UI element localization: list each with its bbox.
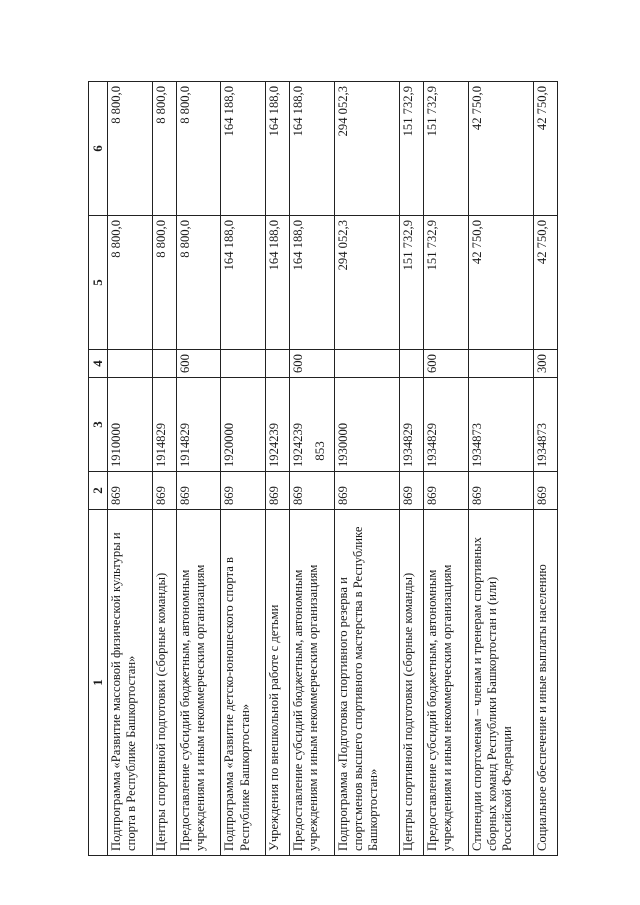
row-name-cell: Подпрограмма «Развитие детско-юношеского спорта в Республике Башкортостан» [221,510,266,856]
amount-cell: 8 800,0 [176,82,221,216]
target-code-cell: 1910000 [108,378,153,472]
expense-kind-cell: 600 [290,350,335,378]
target-code-cell: 1934829 [399,378,423,472]
amount-cell: 294 052,3 [334,216,399,350]
budget-table [88,81,558,856]
ministry-code-cell: 869 [176,472,221,510]
row-name-cell: Стипендии спортсменам – членам и тренерам спортивных сборных команд Республики Башкортостан и (или) Российской Федерации [468,510,533,856]
expense-kind-cell [108,350,153,378]
amount-cell: 151 732,9 [399,216,423,350]
amount-cell: 164 188,0 [221,82,266,216]
row-name-cell: Предоставление субсидий бюджетным, автономным учреждениям и иным некоммерческим организациям [176,510,221,856]
row-name-cell: Подпрограмма «Развитие массовой физической культуры и спорта в Республике Башкортостан» [108,510,153,856]
table-row [424,82,469,856]
target-code-cell: 1934873 [468,378,533,472]
ministry-code-cell: 869 [266,472,290,510]
table-row [108,82,153,856]
ministry-code-cell: 869 [108,472,153,510]
amount-cell: 164 188,0 [221,216,266,350]
amount-cell: 8 800,0 [108,216,153,350]
amount-cell: 164 188,0 [266,82,290,216]
expense-kind-cell [334,350,399,378]
expense-kind-cell [221,350,266,378]
rotated-table-container [88,82,558,856]
ministry-code-cell: 869 [533,472,557,510]
target-code-cell: 1934829 [424,378,469,472]
amount-cell: 42 750,0 [468,82,533,216]
ministry-code-cell: 869 [334,472,399,510]
amount-cell: 42 750,0 [533,216,557,350]
table-row [152,82,176,856]
amount-cell: 8 800,0 [176,216,221,350]
amount-cell: 294 052,3 [334,82,399,216]
column-header: 6 [89,82,108,216]
ministry-code-cell: 869 [399,472,423,510]
amount-cell: 151 732,9 [424,216,469,350]
expense-kind-cell: 600 [424,350,469,378]
ministry-code-cell: 869 [152,472,176,510]
column-header: 1 [89,510,108,856]
table-row [176,82,221,856]
table-row [533,82,557,856]
expense-kind-cell: 600 [176,350,221,378]
expense-kind-cell [468,350,533,378]
expense-kind-cell: 300 [533,350,557,378]
target-code-cell: 1930000 [334,378,399,472]
amount-cell: 151 732,9 [424,82,469,216]
column-header: 4 [89,350,108,378]
amount-cell: 151 732,9 [399,82,423,216]
table-row [290,82,335,856]
ministry-code-cell: 869 [290,472,335,510]
table-row [221,82,266,856]
table-row [468,82,533,856]
column-header: 2 [89,472,108,510]
amount-cell: 164 188,0 [266,216,290,350]
target-code-cell: 1920000 [221,378,266,472]
ministry-code-cell: 869 [468,472,533,510]
table-header-row [89,82,108,856]
amount-cell: 42 750,0 [468,216,533,350]
row-name-cell: Предоставление субсидий бюджетным, автономным учреждениям и иным некоммерческим организациям [290,510,335,856]
amount-cell: 8 800,0 [152,82,176,216]
table-row [266,82,290,856]
ministry-code-cell: 869 [221,472,266,510]
ministry-code-cell: 869 [424,472,469,510]
target-code-cell: 1934873 [533,378,557,472]
row-name-cell: Учреждения по внешкольной работе с детьми [266,510,290,856]
row-name-cell: Центры спортивной подготовки (сборные команды) [152,510,176,856]
target-code-cell: 1914829 [152,378,176,472]
table-row [334,82,399,856]
expense-kind-cell [399,350,423,378]
amount-cell: 8 800,0 [108,82,153,216]
amount-cell: 164 188,0 [290,82,335,216]
expense-kind-cell [266,350,290,378]
row-name-cell: Подпрограмма «Подготовка спортивного резерва и спортсменов высшего спортивного мастерства в Республике Башкортостан» [334,510,399,856]
amount-cell: 8 800,0 [152,216,176,350]
row-name-cell: Социальное обеспечение и иные выплаты населению [533,510,557,856]
target-code-cell: 1924239 [290,378,335,472]
row-name-cell: Центры спортивной подготовки (сборные команды) [399,510,423,856]
table-row [399,82,423,856]
column-header: 5 [89,216,108,350]
target-code-cell: 1914829 [176,378,221,472]
row-name-cell: Предоставление субсидий бюджетным, автономным учреждениям и иным некоммерческим организациям [424,510,469,856]
expense-kind-cell [152,350,176,378]
page-number: 853 [312,441,327,461]
target-code-cell: 1924239 [266,378,290,472]
amount-cell: 164 188,0 [290,216,335,350]
column-header: 3 [89,378,108,472]
amount-cell: 42 750,0 [533,82,557,216]
